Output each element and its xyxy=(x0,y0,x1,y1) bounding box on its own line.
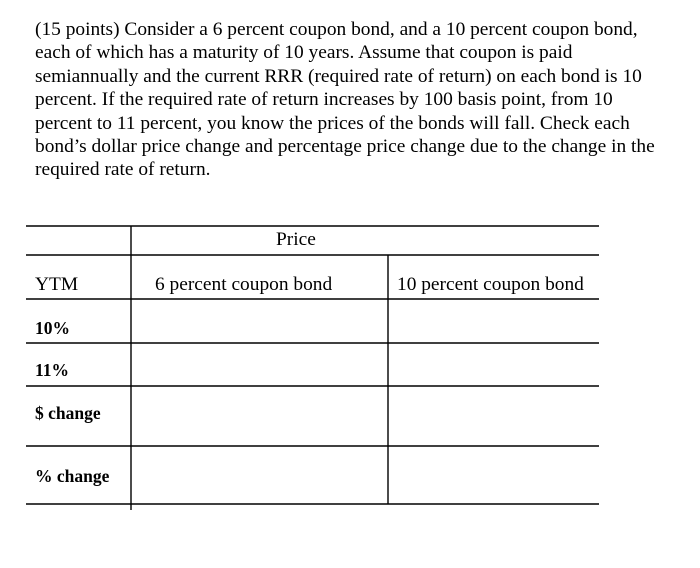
row-label-percent-change: % change xyxy=(35,466,110,486)
ytm-column-header: YTM xyxy=(35,274,79,295)
problem-statement xyxy=(35,18,685,182)
bond10-column-header: 10 percent coupon bond xyxy=(397,274,584,295)
row-label-dollar-change: $ change xyxy=(35,403,101,423)
problem-line: (15 points) Consider a 6 percent coupon bond, and a 10 percent coupon bond, xyxy=(35,19,638,40)
problem-line: percent to 11 percent, you know the prices of the bonds will fall. Check each xyxy=(35,112,630,134)
row-label-11pct: 11% xyxy=(35,360,70,380)
problem-line: required rate of return. xyxy=(35,159,211,181)
price-group-header: Price xyxy=(276,229,316,250)
problem-line: bond’s dollar price change and percentage price change due to the change in the xyxy=(35,136,655,158)
problem-line: percent. If the required rate of return increases by 100 basis point, from 10 xyxy=(35,89,613,111)
problem-line: semiannually and the current RRR (required rate of return) on each bond is 10 xyxy=(35,65,642,87)
problem-line: each of which has a maturity of 10 years. Assume that coupon is paid xyxy=(35,42,573,64)
bond6-column-header: 6 percent coupon bond xyxy=(155,274,333,295)
row-label-10pct: 10% xyxy=(35,318,70,338)
